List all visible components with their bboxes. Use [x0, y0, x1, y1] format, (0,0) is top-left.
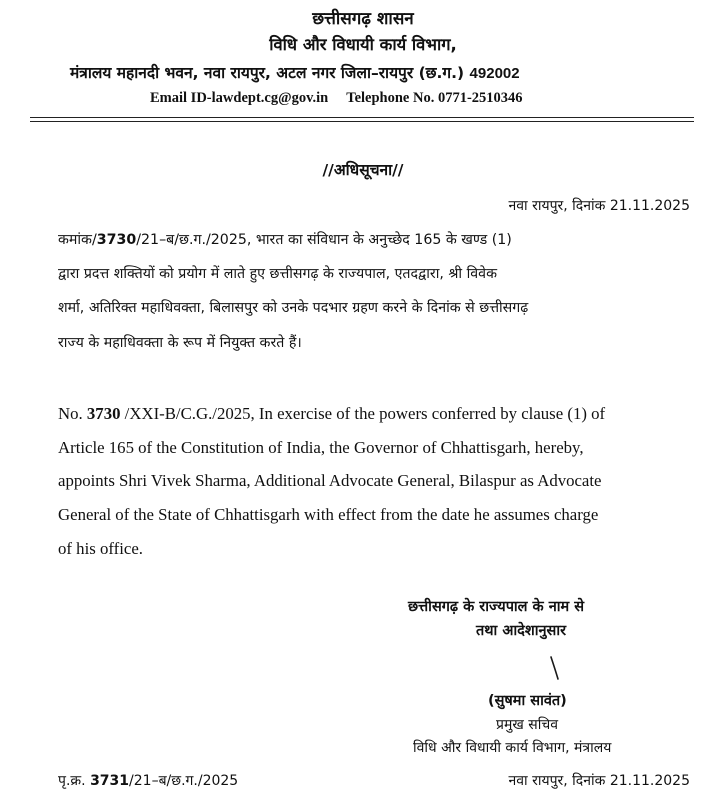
header-rule-bottom: [30, 121, 694, 122]
notification-date: नवा रायपुर, दिनांक 21.11.2025: [508, 198, 690, 214]
signatory-department: विधि और विधायी कार्य विभाग, मंत्रालय: [413, 740, 612, 756]
hindi-line-4: राज्य के महाधिवक्ता के रूप में नियुक्त करते हैं।: [58, 335, 302, 351]
pincode: 492002: [469, 65, 520, 82]
hindi-line-2: द्वारा प्रदत्त शक्तियों को प्रयोग में लाते हुए छत्तीसगढ़ के राज्यपाल, एतदद्वारा, श्री विवेक: [58, 266, 497, 282]
telephone-text: Telephone No. 0771-2510346: [346, 90, 523, 106]
order-line-2: तथा आदेशानुसार: [476, 623, 567, 639]
english-line-2: Article 165 of the Constitution of India, the Governor of Chhattisgarh, hereby,: [58, 438, 584, 457]
signature-mark: [548, 655, 562, 681]
endorsement-suffix: /21–ब/छ.ग./2025: [129, 773, 239, 789]
english-line-5: of his office.: [58, 539, 143, 558]
english-line-1: [58, 404, 605, 424]
order-line-1: छत्तीसगढ़ के राज्यपाल के नाम से: [408, 599, 585, 615]
endorsement-num: 3731: [90, 773, 130, 789]
footer-date: नवा रायपुर, दिनांक 21.11.2025: [508, 773, 690, 789]
hindi-order-number: 3730: [96, 232, 137, 248]
letterhead-contact: [150, 90, 620, 107]
endorsement-number: [58, 771, 238, 790]
email-text: Email ID-lawdept.cg@gov.in: [150, 90, 329, 106]
notification-title: //अधिसूचना//: [322, 161, 404, 179]
english-order-prefix: No.: [58, 404, 87, 423]
hindi-line-1: [58, 230, 692, 249]
signatory-name: (सुषमा सावंत): [488, 693, 567, 709]
address-text: मंत्रालय महानदी भवन, नवा रायपुर, अटल नगर जिला–रायपुर (छ.ग.): [70, 64, 465, 82]
english-line-4: General of the State of Chhattisgarh with effect from the date he assumes charge: [58, 505, 599, 524]
letterhead-address: [70, 61, 690, 83]
letterhead-department: विधि और विधायी कार्य विभाग,: [269, 35, 457, 54]
signatory-designation: प्रमुख सचिव: [496, 717, 559, 733]
english-order-number: 3730: [86, 404, 121, 423]
english-line-1-text: /XXI-B/C.G./2025, In exercise of the powers conferred by clause (1) of: [120, 404, 606, 423]
header-rule-top: [30, 117, 694, 118]
hindi-line-1-text: /21–ब/छ.ग./2025, भारत का संविधान के अनुच्छेद 165 के खण्ड (1): [136, 232, 512, 248]
english-line-3: appoints Shri Vivek Sharma, Additional Advocate General, Bilaspur as Advocate: [58, 471, 602, 490]
hindi-order-prefix: कमांक/: [58, 232, 97, 248]
endorsement-prefix: पृ.क्र.: [58, 773, 91, 789]
hindi-line-3: शर्मा, अतिरिक्त महाधिवक्ता, बिलासपुर को उनके पदभार ग्रहण करने के दिनांक से छत्तीसगढ़: [58, 300, 529, 316]
letterhead-government: छत्तीसगढ़ शासन: [312, 9, 414, 29]
